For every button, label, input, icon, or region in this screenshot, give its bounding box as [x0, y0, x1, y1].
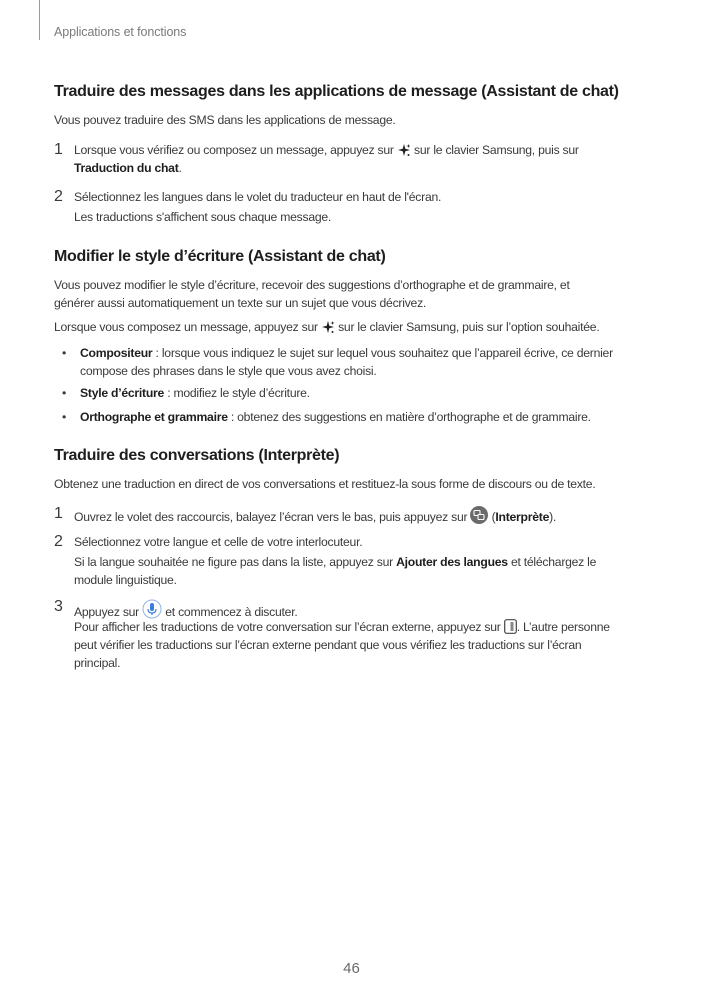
step-number: 3: [54, 598, 63, 615]
step-text: Ouvrez le volet des raccourcis, balayez l’écran vers le bas, puis appuyez sur: [74, 510, 471, 524]
section-intro: Obtenez une traduction en direct de vos conversations et restituez-la sous forme de discours ou de texte.: [54, 477, 596, 491]
bullet-dot: •: [62, 346, 67, 360]
step-text: .: [178, 161, 182, 175]
intro-text: sur le clavier Samsung, puis sur l’option souhaitée.: [334, 320, 600, 334]
bullet-text: compose des phrases dans le style que vous avez choisi.: [80, 364, 377, 378]
step-number: 2: [54, 533, 63, 550]
step-text: Pour afficher les traductions de votre conversation sur l’écran externe, appuyez sur: [74, 620, 504, 634]
step-text: Si la langue souhaitée ne figure pas dans la liste, appuyez sur: [74, 555, 397, 569]
step-number: 1: [54, 505, 63, 522]
step-text: Appuyez sur: [74, 605, 143, 619]
bullet-text: : obtenez des suggestions en matière d’orthographe et de grammaire.: [227, 410, 591, 424]
step-number: 1: [54, 141, 63, 158]
step-number: 2: [54, 188, 63, 205]
sparkle-icon: [321, 320, 335, 340]
bullet-term: Compositeur: [80, 346, 153, 360]
step-text: Sélectionnez votre langue et celle de votre interlocuteur.: [74, 535, 363, 549]
step-text: principal.: [74, 656, 121, 670]
margin-rule: [39, 0, 40, 40]
section-title-writing-style: Modifier le style d’écriture (Assistant de chat): [54, 248, 386, 265]
section-intro: Vous pouvez traduire des SMS dans les applications de message.: [54, 113, 396, 127]
bullet-text: : modifiez le style d’écriture.: [164, 386, 310, 400]
interpreter-icon: [470, 506, 488, 530]
step-text: peut vérifier les traductions sur l’écran externe pendant que vous vérifiez les traductions sur l’écran: [74, 638, 582, 652]
intro-text: Lorsque vous composez un message, appuyez sur: [54, 320, 321, 334]
bullet-term: Style d’écriture: [80, 386, 165, 400]
sparkle-icon: [397, 143, 411, 163]
bullet-term: Orthographe et grammaire: [80, 410, 228, 424]
bullet-dot: •: [62, 386, 67, 400]
section-intro: Vous pouvez modifier le style d’écriture, recevoir des suggestions d’orthographe et de grammaire, et: [54, 278, 570, 292]
interprete-label: Interprète: [495, 510, 550, 524]
step-text: et téléchargez le: [507, 555, 597, 569]
section-title-chat-translate: Traduire des messages dans les applications de message (Assistant de chat): [54, 83, 619, 100]
step-text: Les traductions s'affichent sous chaque message.: [74, 210, 332, 224]
step-text: ).: [549, 510, 557, 524]
step-text: module linguistique.: [74, 573, 177, 587]
step-text: et commencez à discuter.: [162, 605, 298, 619]
section-title-interpreter: Traduire des conversations (Interprète): [54, 447, 340, 464]
running-header: Applications et fonctions: [54, 25, 187, 39]
bullet-text: : lorsque vous indiquez le sujet sur lequel vous souhaitez que l’appareil écrive, ce dernier: [152, 346, 613, 360]
ajouter-des-langues-option: Ajouter des langues: [396, 555, 508, 569]
traduction-du-chat-option: Traduction du chat: [74, 161, 179, 175]
step-text: Sélectionnez les langues dans le volet du traducteur en haut de l'écran.: [74, 190, 442, 204]
step-text: . L’autre personne: [516, 620, 610, 634]
step-text: sur le clavier Samsung, puis sur: [410, 143, 579, 157]
step-text: (: [488, 510, 496, 524]
page-number: 46: [343, 960, 360, 977]
section-intro: générer aussi automatiquement un texte sur un sujet que vous décrivez.: [54, 296, 427, 310]
step-text: Lorsque vous vérifiez ou composez un message, appuyez sur: [74, 143, 397, 157]
bullet-dot: •: [62, 410, 67, 424]
section-intro: [54, 319, 599, 340]
